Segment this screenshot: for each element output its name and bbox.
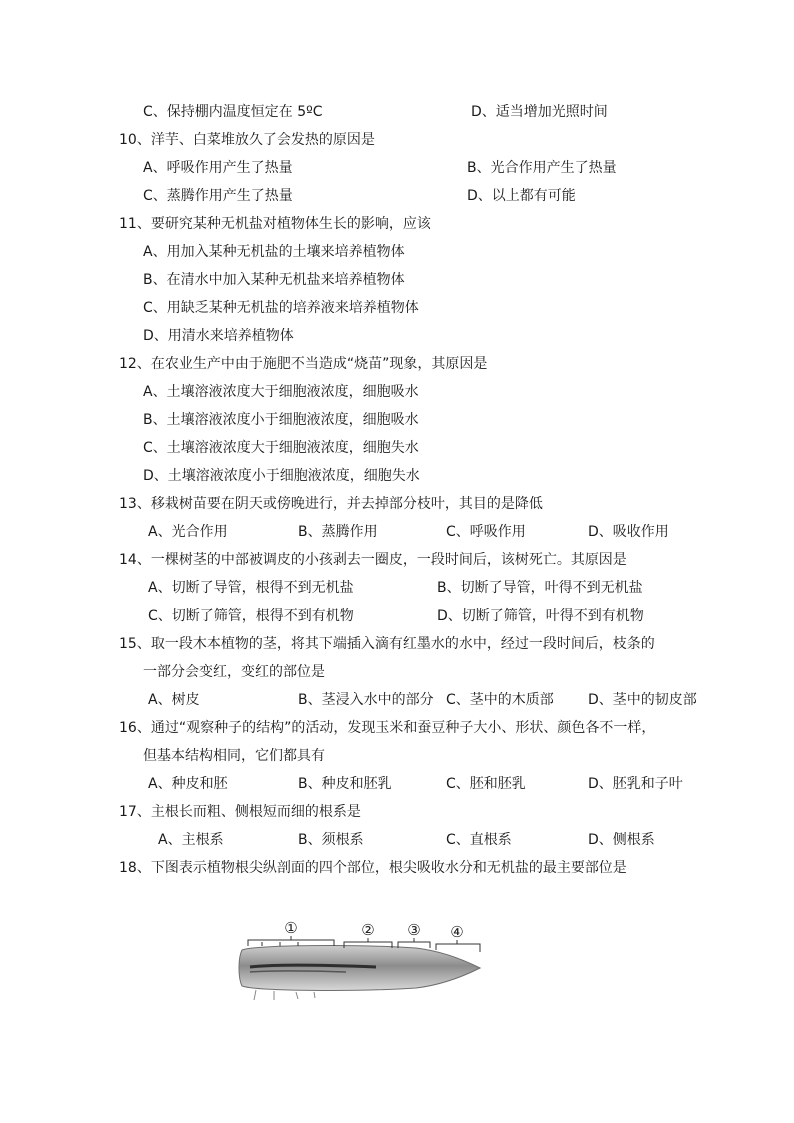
answer-option: D、用清水来培养植物体 bbox=[143, 328, 294, 344]
option-row bbox=[0, 378, 794, 406]
option-row bbox=[0, 294, 794, 322]
answer-option: B、蒸腾作用 bbox=[298, 524, 378, 540]
option-row bbox=[0, 238, 794, 266]
answer-option: C、胚和胚乳 bbox=[446, 776, 526, 792]
answer-option: C、切断了筛管，根得不到有机物 bbox=[148, 608, 354, 624]
answer-option: B、在清水中加入某种无机盐来培养植物体 bbox=[143, 272, 405, 288]
answer-option: B、切断了导管，叶得不到无机盐 bbox=[437, 580, 643, 596]
answer-option: D、土壤溶液浓度小于细胞液浓度，细胞失水 bbox=[143, 468, 420, 484]
option-row bbox=[0, 406, 794, 434]
answer-option: B、须根系 bbox=[298, 832, 364, 848]
answer-option: B、光合作用产生了热量 bbox=[467, 160, 617, 176]
question-stem: 12、在农业生产中由于施肥不当造成“烧苗”现象，其原因是 bbox=[119, 356, 488, 372]
answer-option: D、茎中的韧皮部 bbox=[588, 692, 697, 708]
answer-option: C、直根系 bbox=[446, 832, 512, 848]
option-row bbox=[0, 154, 794, 182]
option-row bbox=[0, 322, 794, 350]
label-1: ① bbox=[284, 919, 298, 937]
answer-option: D、切断了筛管，叶得不到有机物 bbox=[437, 608, 644, 624]
question-stem-continuation: 一部分会变红，变红的部位是 bbox=[143, 664, 325, 680]
option-row bbox=[0, 98, 794, 126]
question-stem: 18、下图表示植物根尖纵剖面的四个部位，根尖吸收水分和无机盐的最主要部位是 bbox=[119, 860, 627, 876]
root-hairs bbox=[254, 990, 315, 1000]
question-stem: 13、移栽树苗要在阴天或傍晚进行，并去掉部分枝叶，其目的是降低 bbox=[119, 496, 543, 512]
option-row bbox=[0, 266, 794, 294]
vascular-line bbox=[250, 965, 376, 967]
answer-option: C、茎中的木质部 bbox=[446, 692, 554, 708]
answer-option: A、呼吸作用产生了热量 bbox=[143, 160, 293, 176]
answer-option: A、种皮和胚 bbox=[148, 776, 228, 792]
root-tip-body bbox=[239, 946, 480, 991]
answer-option: C、保持棚内温度恒定在 5ºC bbox=[143, 104, 323, 120]
answer-option: A、土壤溶液浓度大于细胞液浓度，细胞吸水 bbox=[143, 384, 419, 400]
option-row bbox=[0, 518, 794, 546]
answer-option: A、切断了导管，根得不到无机盐 bbox=[148, 580, 354, 596]
answer-option: C、呼吸作用 bbox=[446, 524, 526, 540]
answer-option: D、适当增加光照时间 bbox=[471, 104, 608, 120]
answer-option: B、种皮和胚乳 bbox=[298, 776, 392, 792]
question-stem: 10、洋芋、白菜堆放久了会发热的原因是 bbox=[119, 132, 375, 148]
answer-option: D、以上都有可能 bbox=[467, 188, 576, 204]
question-stem: 16、通过“观察种子的结构”的活动，发现玉米和蚕豆种子大小、形状、颜色各不一样， bbox=[119, 720, 656, 736]
option-row bbox=[0, 826, 794, 854]
answer-option: C、用缺乏某种无机盐的培养液来培养植物体 bbox=[143, 300, 419, 316]
answer-option: A、用加入某种无机盐的土壤来培养植物体 bbox=[143, 244, 405, 260]
label-3: ③ bbox=[407, 921, 421, 939]
option-row bbox=[0, 434, 794, 462]
option-row bbox=[0, 770, 794, 798]
option-row bbox=[0, 462, 794, 490]
question-stem: 17、主根长而粗、侧根短而细的根系是 bbox=[119, 804, 361, 820]
question-stem: 14、一棵树茎的中部被调皮的小孩剥去一圈皮，一段时间后，该树死亡。其原因是 bbox=[119, 552, 627, 568]
question-stem: 11、要研究某种无机盐对植物体生长的影响，应该 bbox=[119, 216, 431, 232]
question-stem: 15、取一段木本植物的茎，将其下端插入滴有红墨水的水中，经过一段时间后，枝条的 bbox=[119, 636, 655, 652]
option-row bbox=[0, 182, 794, 210]
bracket-4 bbox=[436, 944, 480, 952]
option-row bbox=[0, 602, 794, 630]
answer-option: C、蒸腾作用产生了热量 bbox=[143, 188, 293, 204]
answer-option: C、土壤溶液浓度大于细胞液浓度，细胞失水 bbox=[143, 440, 419, 456]
question-stem-continuation: 但基本结构相同，它们都具有 bbox=[143, 748, 325, 764]
answer-option: B、茎浸入水中的部分 bbox=[298, 692, 434, 708]
root-tip-figure bbox=[236, 912, 488, 1002]
answer-option: D、吸收作用 bbox=[588, 524, 669, 540]
answer-option: B、土壤溶液浓度小于细胞液浓度，细胞吸水 bbox=[143, 412, 419, 428]
option-row bbox=[0, 574, 794, 602]
label-4: ④ bbox=[450, 923, 464, 941]
answer-option: A、主根系 bbox=[158, 832, 224, 848]
answer-option: A、光合作用 bbox=[148, 524, 228, 540]
option-row bbox=[0, 686, 794, 714]
label-2: ② bbox=[361, 921, 375, 939]
root-tip-diagram bbox=[236, 912, 488, 1002]
answer-option: D、胚乳和子叶 bbox=[588, 776, 683, 792]
answer-option: A、树皮 bbox=[148, 692, 200, 708]
answer-option: D、侧根系 bbox=[588, 832, 655, 848]
